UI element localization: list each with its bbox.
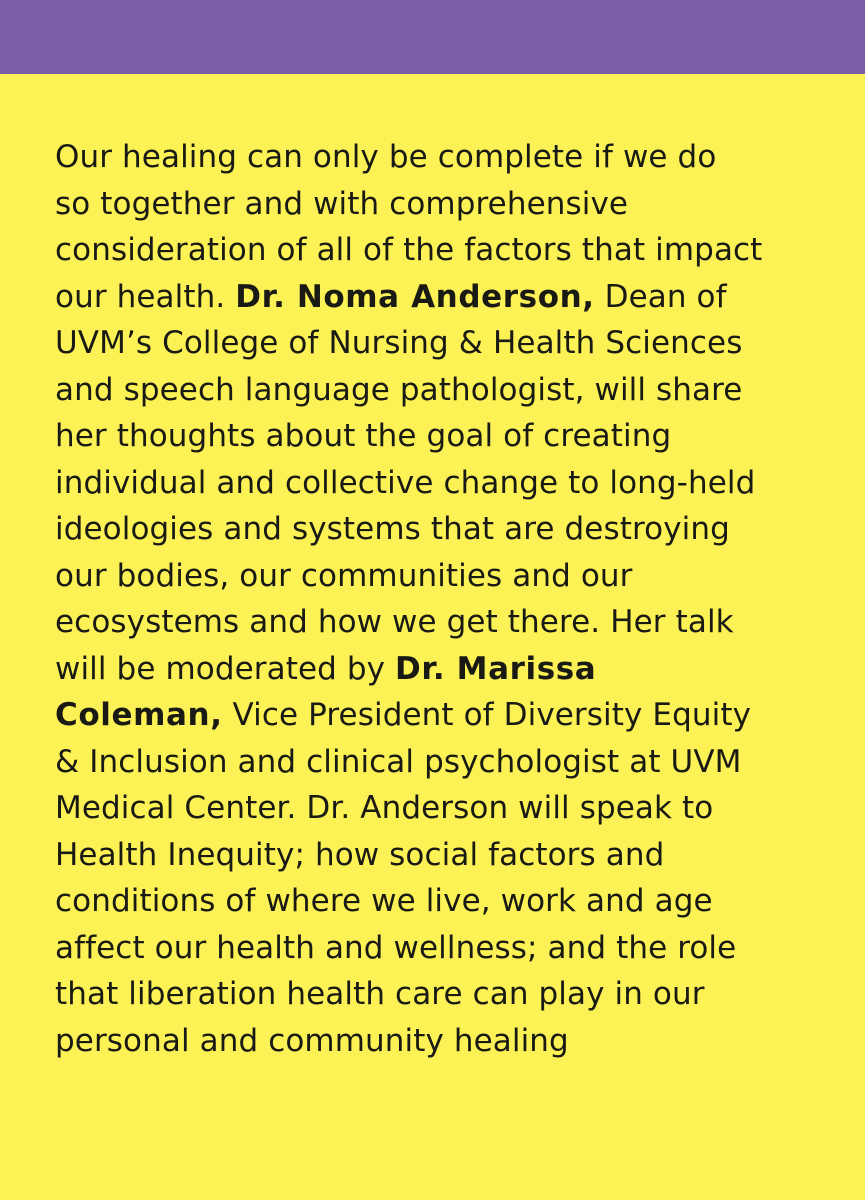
text-line: our bodies, our communities and our [55,557,633,594]
event-description [55,134,845,1064]
text-line: so together and with comprehensive [55,185,629,222]
text-line: consideration of all of the factors that impact [55,232,763,268]
text-line: Health Inequity; how social factors and [55,836,665,873]
text-line: conditions of where we live, work and age [55,883,713,919]
text-line: Medical Center. Dr. Anderson will speak to [55,790,714,826]
speaker-name: Dr. Noma Anderson, [235,278,595,315]
text-line: UVM’s College of Nursing & Health Sciences [55,325,743,361]
text-line: Coleman, Vice President of Diversity Equity [55,697,752,733]
text-line: affect our health and wellness; and the role [55,929,737,966]
text-line: ecosystems and how we get there. Her talk [55,604,734,640]
text-line: our health. Dr. Noma Anderson, Dean of [55,278,727,315]
text-line: will be moderated by Dr. Marissa [55,650,597,687]
moderator-name-first: Dr. Marissa [395,650,597,687]
text-line: & Inclusion and clinical psychologist at UVM [55,743,742,780]
moderator-name-last: Coleman, [55,697,223,733]
text-line: that liberation health care can play in our [55,976,705,1012]
text-line: individual and collective change to long-held [55,464,756,501]
header-band [0,0,865,74]
text-line: ideologies and systems that are destroying [55,511,730,547]
text-line: personal and community healing [55,1022,569,1059]
text-line: Our healing can only be complete if we do [55,139,717,175]
text-line: her thoughts about the goal of creating [55,418,672,454]
text-line: and speech language pathologist, will share [55,371,743,408]
